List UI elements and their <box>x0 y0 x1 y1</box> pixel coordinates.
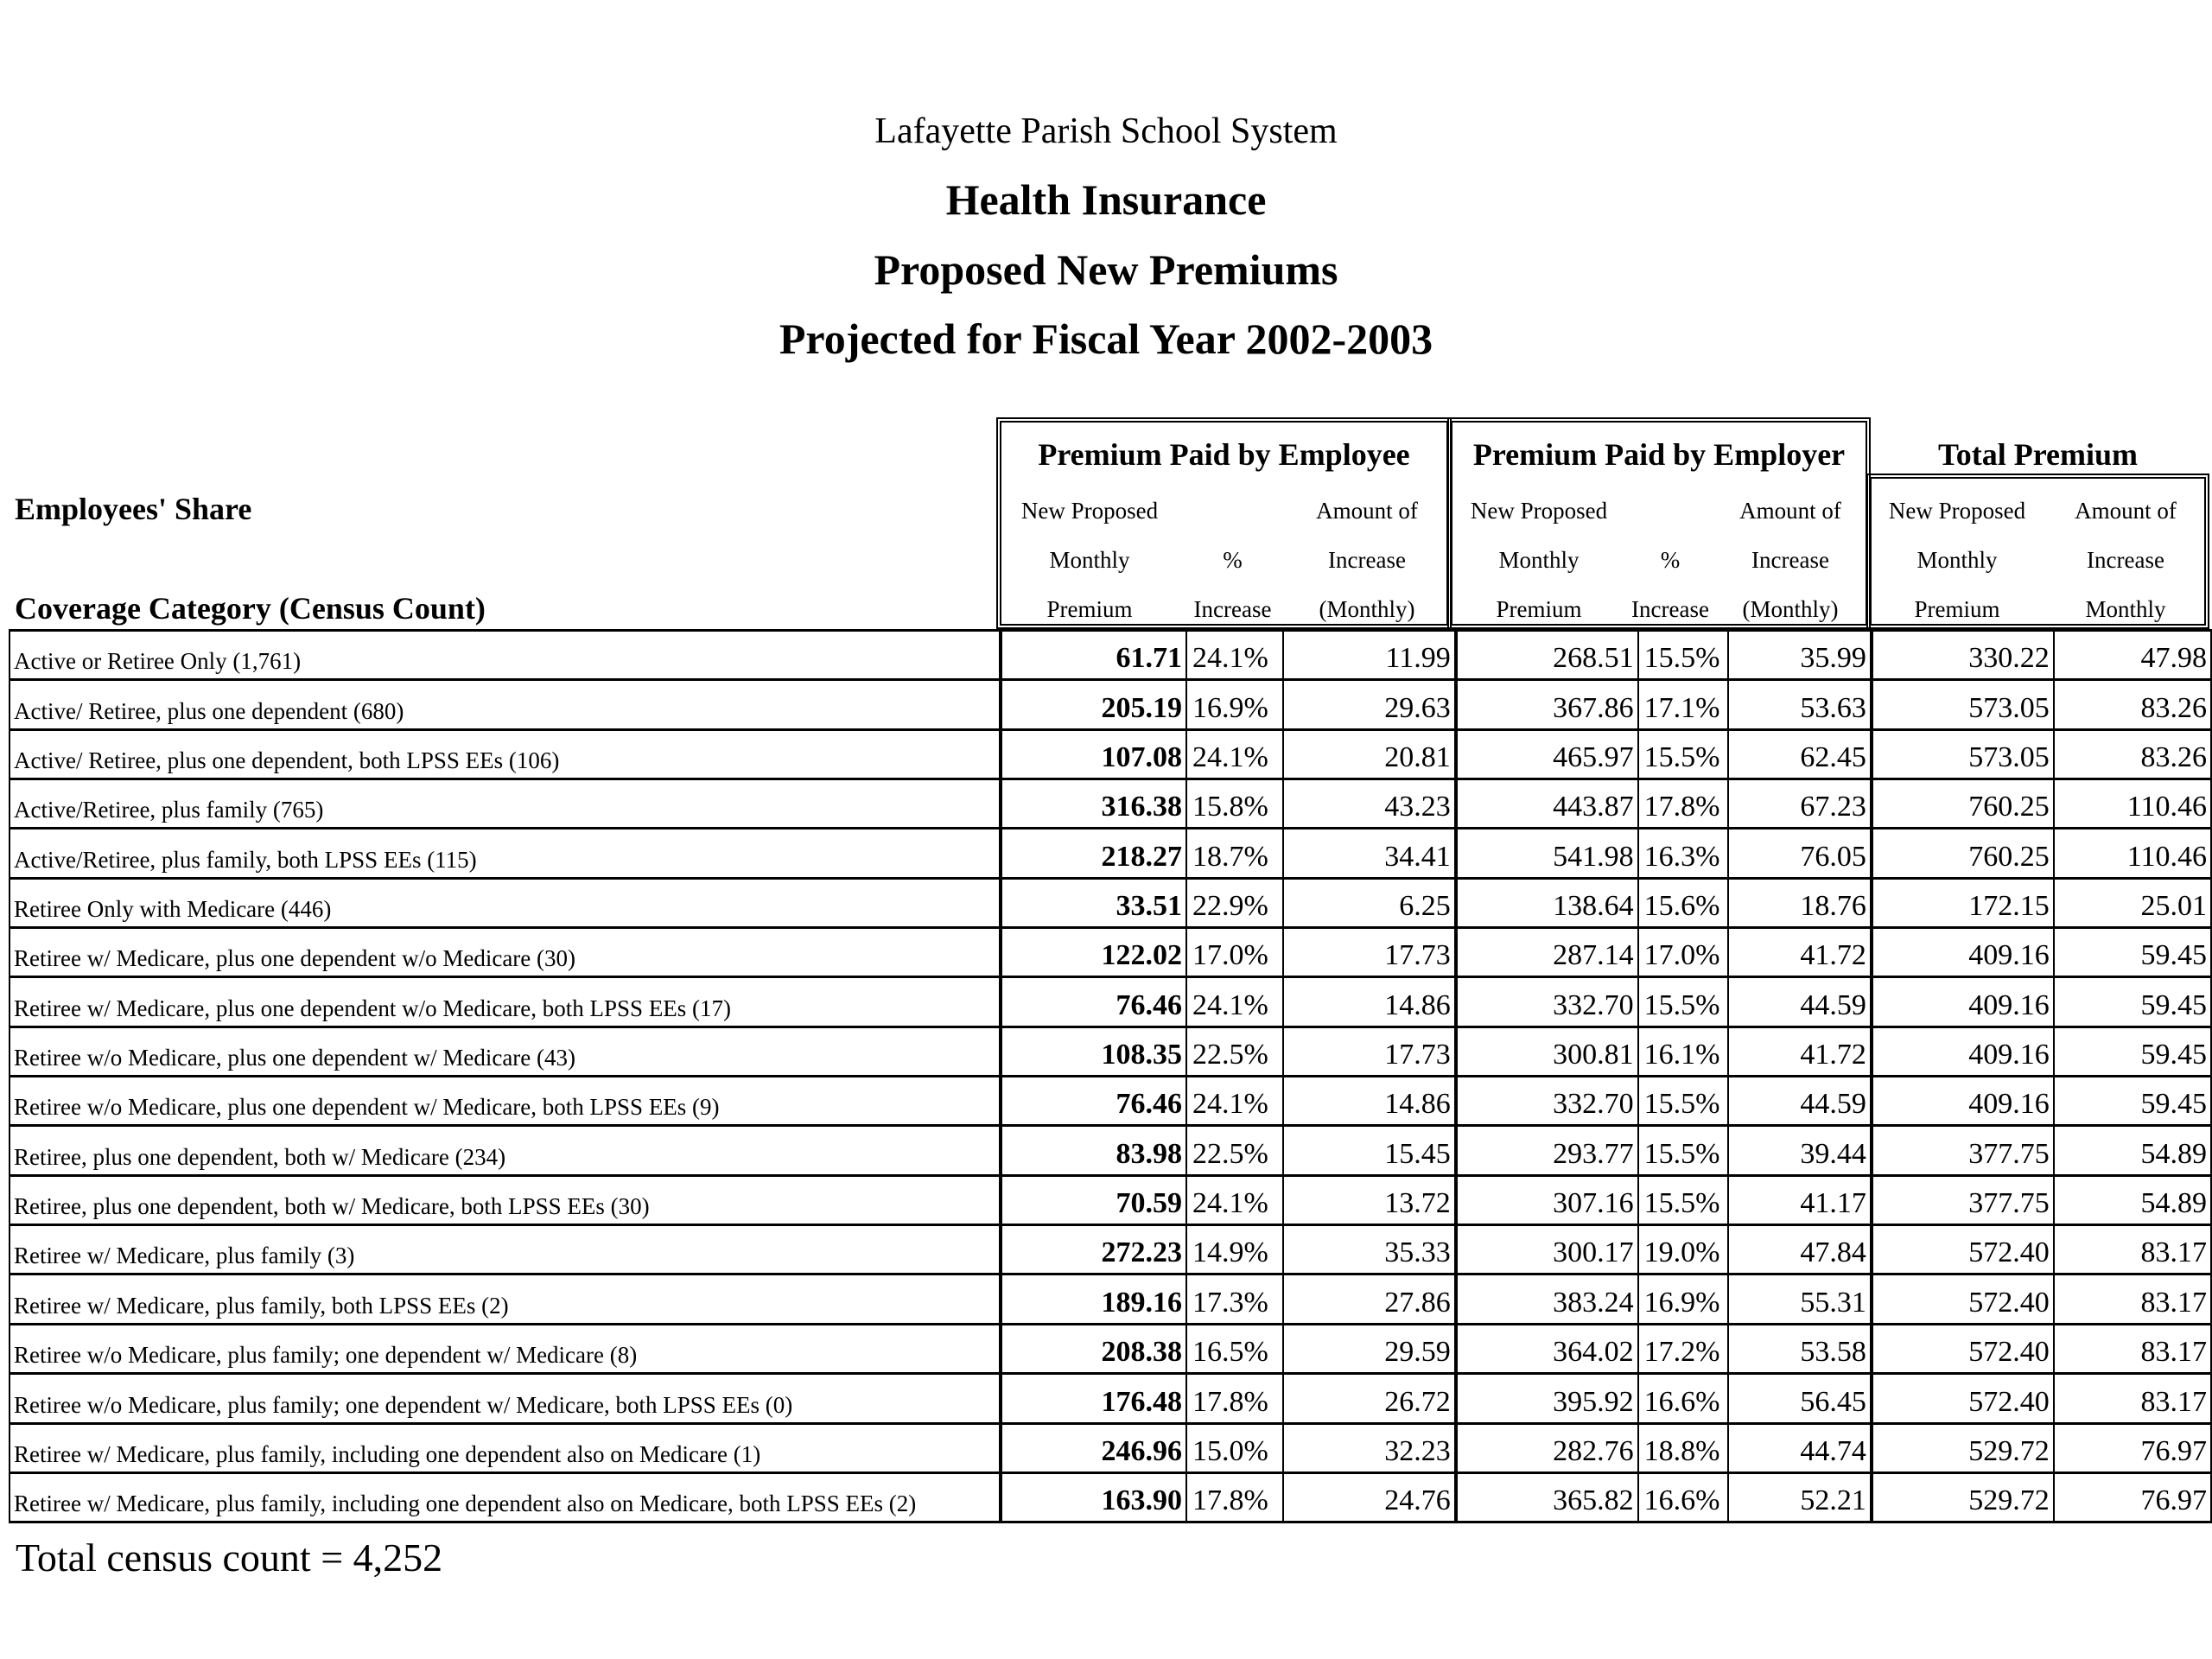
employee-amount-increase-cell: 14.86 <box>1283 1077 1456 1126</box>
total-census-count: Total census count = 4,252 <box>16 1535 443 1580</box>
total-premium-cell: 377.75 <box>1872 1175 2054 1224</box>
employee-premium-cell: 76.46 <box>1001 977 1186 1027</box>
total-premium-cell: 409.16 <box>1872 928 2054 977</box>
employer-pct-increase-cell: 15.5% <box>1638 1077 1728 1126</box>
employee-pct-increase-cell: 15.0% <box>1186 1423 1283 1472</box>
employee-pct-increase-cell: 24.1% <box>1186 977 1283 1027</box>
subheader-line: Monthly <box>1916 547 1998 573</box>
employee-pct-increase-cell: 22.9% <box>1186 878 1283 927</box>
subheader-employer-new-premium <box>1452 486 1626 634</box>
employer-premium-cell: 268.51 <box>1456 631 1638 680</box>
employer-pct-increase-cell: 15.5% <box>1638 1175 1728 1224</box>
coverage-category-cell: Active/Retiree, plus family (765) <box>10 779 1001 829</box>
employer-premium-cell: 332.70 <box>1456 1077 1638 1126</box>
employee-pct-increase-cell: 17.8% <box>1186 1374 1283 1423</box>
total-premium-cell: 409.16 <box>1872 977 2054 1027</box>
total-premium-cell: 573.05 <box>1872 729 2054 779</box>
employer-amount-increase-cell: 39.44 <box>1728 1126 1872 1175</box>
table-row <box>10 1274 2211 1324</box>
employee-premium-cell: 107.08 <box>1001 729 1186 779</box>
employer-premium-cell: 293.77 <box>1456 1126 1638 1175</box>
subheader-line: Premium <box>1496 596 1582 622</box>
employee-pct-increase-cell: 15.8% <box>1186 779 1283 829</box>
employee-premium-cell: 218.27 <box>1001 829 1186 878</box>
subheader-line: Increase <box>1631 596 1709 622</box>
total-amount-increase-cell: 59.45 <box>2054 977 2211 1027</box>
employee-pct-increase-cell: 18.7% <box>1186 829 1283 878</box>
document-subtitle: Proposed New Premiums <box>874 245 1338 294</box>
coverage-category-cell: Active/Retiree, plus family, both LPSS EEs (115) <box>10 829 1001 878</box>
subheader-line: Increase <box>1193 596 1272 622</box>
employer-premium-cell: 282.76 <box>1456 1423 1638 1472</box>
table-row <box>10 779 2211 829</box>
employer-amount-increase-cell: 44.59 <box>1728 1077 1872 1126</box>
employer-amount-increase-cell: 41.72 <box>1728 928 1872 977</box>
subheader-line: New Proposed <box>1470 498 1608 524</box>
employer-amount-increase-cell: 41.17 <box>1728 1175 1872 1224</box>
employer-amount-increase-cell: 44.74 <box>1728 1423 1872 1472</box>
employer-premium-cell: 395.92 <box>1456 1374 1638 1423</box>
employer-pct-increase-cell: 15.6% <box>1638 878 1728 927</box>
employee-pct-increase-cell: 16.9% <box>1186 680 1283 729</box>
employer-pct-increase-cell: 16.3% <box>1638 829 1728 878</box>
subheader-line: % <box>1223 547 1243 573</box>
employee-pct-increase-cell: 22.5% <box>1186 1126 1283 1175</box>
employee-premium-cell: 61.71 <box>1001 631 1186 680</box>
employer-premium-cell: 287.14 <box>1456 928 1638 977</box>
fiscal-year-heading: Projected for Fiscal Year 2002-2003 <box>779 315 1433 363</box>
total-amount-increase-cell: 76.97 <box>2054 1423 2211 1472</box>
employee-pct-increase-cell: 17.0% <box>1186 928 1283 977</box>
employee-pct-increase-cell: 24.1% <box>1186 631 1283 680</box>
subheader-employee-pct-increase <box>1179 536 1287 634</box>
total-premium-cell: 529.72 <box>1872 1472 2054 1522</box>
table-row <box>10 631 2211 680</box>
total-amount-increase-cell: 83.26 <box>2054 680 2211 729</box>
employee-premium-cell: 316.38 <box>1001 779 1186 829</box>
total-amount-increase-cell: 83.17 <box>2054 1225 2211 1274</box>
employer-pct-increase-cell: 15.5% <box>1638 631 1728 680</box>
table-row <box>10 680 2211 729</box>
employee-pct-increase-cell: 24.1% <box>1186 1175 1283 1224</box>
coverage-category-label: Coverage Category (Census Count) <box>15 591 486 626</box>
total-amount-increase-cell: 59.45 <box>2054 928 2211 977</box>
subheader-employer-amount-increase <box>1714 486 1866 634</box>
subheader-line: Increase <box>2087 547 2164 573</box>
employee-pct-increase-cell: 22.5% <box>1186 1027 1283 1076</box>
table-row <box>10 1225 2211 1274</box>
coverage-category-cell: Active/ Retiree, plus one dependent, both LPSS EEs (106) <box>10 729 1001 779</box>
total-amount-increase-cell: 59.45 <box>2054 1027 2211 1076</box>
employer-premium-cell: 365.82 <box>1456 1472 1638 1522</box>
employee-premium-cell: 108.35 <box>1001 1027 1186 1076</box>
employer-pct-increase-cell: 17.8% <box>1638 779 1728 829</box>
coverage-category-cell: Retiree, plus one dependent, both w/ Medicare, both LPSS EEs (30) <box>10 1175 1001 1224</box>
employer-amount-increase-cell: 56.45 <box>1728 1374 1872 1423</box>
total-premium-cell: 572.40 <box>1872 1225 2054 1274</box>
coverage-category-cell: Retiree w/o Medicare, plus family; one dependent w/ Medicare, both LPSS EEs (0) <box>10 1374 1001 1423</box>
employer-amount-increase-cell: 62.45 <box>1728 729 1872 779</box>
document-title: Health Insurance <box>945 175 1267 224</box>
employee-amount-increase-cell: 13.72 <box>1283 1175 1456 1224</box>
employer-amount-increase-cell: 53.63 <box>1728 680 1872 729</box>
employer-pct-increase-cell: 19.0% <box>1638 1225 1728 1274</box>
group-header-employer: Premium Paid by Employer <box>1472 437 1846 472</box>
employer-premium-cell: 307.16 <box>1456 1175 1638 1224</box>
group-header-employee: Premium Paid by Employee <box>1038 437 1410 472</box>
employee-premium-cell: 83.98 <box>1001 1126 1186 1175</box>
employee-premium-cell: 272.23 <box>1001 1225 1186 1274</box>
employer-pct-increase-cell: 16.6% <box>1638 1472 1728 1522</box>
employer-premium-cell: 138.64 <box>1456 878 1638 927</box>
employee-amount-increase-cell: 34.41 <box>1283 829 1456 878</box>
employer-amount-increase-cell: 35.99 <box>1728 631 1872 680</box>
employer-amount-increase-cell: 41.72 <box>1728 1027 1872 1076</box>
employee-premium-cell: 122.02 <box>1001 928 1186 977</box>
employer-premium-cell: 364.02 <box>1456 1324 1638 1373</box>
employee-pct-increase-cell: 24.1% <box>1186 1077 1283 1126</box>
total-amount-increase-cell: 83.17 <box>2054 1374 2211 1423</box>
employer-premium-cell: 443.87 <box>1456 779 1638 829</box>
employer-amount-increase-cell: 47.84 <box>1728 1225 1872 1274</box>
employee-premium-cell: 205.19 <box>1001 680 1186 729</box>
subheader-line: Amount of <box>1739 498 1841 524</box>
total-premium-cell: 409.16 <box>1872 1077 2054 1126</box>
coverage-category-cell: Retiree w/o Medicare, plus one dependent w/ Medicare, both LPSS EEs (9) <box>10 1077 1001 1126</box>
subheader-line: (Monthly) <box>1319 596 1415 622</box>
total-premium-cell: 172.15 <box>1872 878 2054 927</box>
employee-pct-increase-cell: 17.8% <box>1186 1472 1283 1522</box>
table-row <box>10 1472 2211 1522</box>
subheader-line: (Monthly) <box>1742 596 1839 622</box>
employee-amount-increase-cell: 17.73 <box>1283 1027 1456 1076</box>
total-premium-cell: 330.22 <box>1872 631 2054 680</box>
table-row <box>10 1027 2211 1076</box>
subheader-total-new-premium <box>1871 486 2044 634</box>
total-amount-increase-cell: 54.89 <box>2054 1175 2211 1224</box>
employee-amount-increase-cell: 27.86 <box>1283 1274 1456 1324</box>
employer-pct-increase-cell: 16.1% <box>1638 1027 1728 1076</box>
employee-amount-increase-cell: 20.81 <box>1283 729 1456 779</box>
total-amount-increase-cell: 83.17 <box>2054 1324 2211 1373</box>
total-premium-cell: 377.75 <box>1872 1126 2054 1175</box>
subheader-line: Increase <box>1751 547 1829 573</box>
total-premium-cell: 573.05 <box>1872 680 2054 729</box>
employee-premium-cell: 246.96 <box>1001 1423 1186 1472</box>
total-premium-cell: 760.25 <box>1872 779 2054 829</box>
coverage-category-cell: Retiree w/o Medicare, plus family; one dependent w/ Medicare (8) <box>10 1324 1001 1373</box>
table-row <box>10 729 2211 779</box>
employee-premium-cell: 176.48 <box>1001 1374 1186 1423</box>
coverage-category-cell: Active/ Retiree, plus one dependent (680) <box>10 680 1001 729</box>
premium-table <box>9 629 2212 1523</box>
employer-premium-cell: 332.70 <box>1456 977 1638 1027</box>
employee-pct-increase-cell: 16.5% <box>1186 1324 1283 1373</box>
employer-amount-increase-cell: 44.59 <box>1728 977 1872 1027</box>
subheader-line: Monthly <box>1049 547 1130 573</box>
total-premium-cell: 572.40 <box>1872 1374 2054 1423</box>
total-premium-cell: 572.40 <box>1872 1274 2054 1324</box>
total-amount-increase-cell: 54.89 <box>2054 1126 2211 1175</box>
employer-amount-increase-cell: 18.76 <box>1728 878 1872 927</box>
employee-amount-increase-cell: 29.59 <box>1283 1324 1456 1373</box>
employer-premium-cell: 383.24 <box>1456 1274 1638 1324</box>
total-amount-increase-cell: 110.46 <box>2054 829 2211 878</box>
total-amount-increase-cell: 83.26 <box>2054 729 2211 779</box>
subheader-line: % <box>1660 547 1681 573</box>
employee-pct-increase-cell: 17.3% <box>1186 1274 1283 1324</box>
subheader-line: Increase <box>1328 547 1406 573</box>
employee-amount-increase-cell: 29.63 <box>1283 680 1456 729</box>
employee-premium-cell: 189.16 <box>1001 1274 1186 1324</box>
group-header-total: Total Premium <box>1938 437 2138 472</box>
coverage-category-cell: Retiree w/ Medicare, plus one dependent w/o Medicare, both LPSS EEs (17) <box>10 977 1001 1027</box>
coverage-category-cell: Retiree w/ Medicare, plus one dependent w/o Medicare (30) <box>10 928 1001 977</box>
employer-amount-increase-cell: 67.23 <box>1728 779 1872 829</box>
employee-premium-cell: 70.59 <box>1001 1175 1186 1224</box>
total-amount-increase-cell: 59.45 <box>2054 1077 2211 1126</box>
subheader-line: Monthly <box>1498 547 1580 573</box>
total-premium-cell: 409.16 <box>1872 1027 2054 1076</box>
subheader-line: Monthly <box>2085 596 2166 622</box>
employee-pct-increase-cell: 24.1% <box>1186 729 1283 779</box>
employer-premium-cell: 541.98 <box>1456 829 1638 878</box>
table-row <box>10 1423 2211 1472</box>
employee-amount-increase-cell: 43.23 <box>1283 779 1456 829</box>
subheader-line: New Proposed <box>1020 498 1159 524</box>
employee-premium-cell: 208.38 <box>1001 1324 1186 1373</box>
employer-pct-increase-cell: 15.5% <box>1638 1126 1728 1175</box>
subheader-line: Amount of <box>1316 498 1418 524</box>
employer-pct-increase-cell: 16.6% <box>1638 1374 1728 1423</box>
employer-pct-increase-cell: 16.9% <box>1638 1274 1728 1324</box>
coverage-category-cell: Retiree w/ Medicare, plus family, including one dependent also on Medicare, both LPSS EEs (2) <box>10 1472 1001 1522</box>
employer-pct-increase-cell: 18.8% <box>1638 1423 1728 1472</box>
employer-premium-cell: 367.86 <box>1456 680 1638 729</box>
employee-amount-increase-cell: 14.86 <box>1283 977 1456 1027</box>
table-row <box>10 928 2211 977</box>
employee-amount-increase-cell: 17.73 <box>1283 928 1456 977</box>
coverage-category-cell: Retiree w/o Medicare, plus one dependent w/ Medicare (43) <box>10 1027 1001 1076</box>
employer-pct-increase-cell: 15.5% <box>1638 977 1728 1027</box>
total-amount-increase-cell: 47.98 <box>2054 631 2211 680</box>
employer-pct-increase-cell: 15.5% <box>1638 729 1728 779</box>
subheader-line: Premium <box>1914 596 2000 622</box>
total-amount-increase-cell: 110.46 <box>2054 779 2211 829</box>
total-amount-increase-cell: 25.01 <box>2054 878 2211 927</box>
employee-pct-increase-cell: 14.9% <box>1186 1225 1283 1274</box>
employer-premium-cell: 300.17 <box>1456 1225 1638 1274</box>
employer-amount-increase-cell: 55.31 <box>1728 1274 1872 1324</box>
coverage-category-cell: Retiree w/ Medicare, plus family, both LPSS EEs (2) <box>10 1274 1001 1324</box>
total-amount-increase-cell: 83.17 <box>2054 1274 2211 1324</box>
coverage-category-cell: Retiree Only with Medicare (446) <box>10 878 1001 927</box>
coverage-category-cell: Active or Retiree Only (1,761) <box>10 631 1001 680</box>
employer-amount-increase-cell: 76.05 <box>1728 829 1872 878</box>
total-premium-cell: 760.25 <box>1872 829 2054 878</box>
subheader-line: Premium <box>1046 596 1133 622</box>
employer-amount-increase-cell: 53.58 <box>1728 1324 1872 1373</box>
table-row <box>10 1324 2211 1373</box>
employer-pct-increase-cell: 17.0% <box>1638 928 1728 977</box>
table-row <box>10 829 2211 878</box>
total-premium-cell: 529.72 <box>1872 1423 2054 1472</box>
coverage-category-cell: Retiree, plus one dependent, both w/ Medicare (234) <box>10 1126 1001 1175</box>
coverage-category-cell: Retiree w/ Medicare, plus family (3) <box>10 1225 1001 1274</box>
subheader-line: Amount of <box>2075 498 2177 524</box>
employee-amount-increase-cell: 32.23 <box>1283 1423 1456 1472</box>
employee-premium-cell: 163.90 <box>1001 1472 1186 1522</box>
employees-share-label: Employees' Share <box>15 492 252 526</box>
employee-premium-cell: 76.46 <box>1001 1077 1186 1126</box>
employer-pct-increase-cell: 17.2% <box>1638 1324 1728 1373</box>
total-premium-cell: 572.40 <box>1872 1324 2054 1373</box>
table-row <box>10 878 2211 927</box>
subheader-total-amount-increase <box>2044 486 2208 634</box>
organization-name: Lafayette Parish School System <box>874 111 1338 151</box>
table-row <box>10 1175 2211 1224</box>
total-amount-increase-cell: 76.97 <box>2054 1472 2211 1522</box>
employer-amount-increase-cell: 52.21 <box>1728 1472 1872 1522</box>
subheader-employee-amount-increase <box>1287 486 1447 634</box>
employee-amount-increase-cell: 26.72 <box>1283 1374 1456 1423</box>
table-row <box>10 1374 2211 1423</box>
employee-amount-increase-cell: 15.45 <box>1283 1126 1456 1175</box>
employee-premium-cell: 33.51 <box>1001 878 1186 927</box>
employee-amount-increase-cell: 11.99 <box>1283 631 1456 680</box>
employee-amount-increase-cell: 6.25 <box>1283 878 1456 927</box>
employer-premium-cell: 300.81 <box>1456 1027 1638 1076</box>
table-row <box>10 1126 2211 1175</box>
table-row <box>10 1077 2211 1126</box>
table-row <box>10 977 2211 1027</box>
employer-pct-increase-cell: 17.1% <box>1638 680 1728 729</box>
employee-amount-increase-cell: 35.33 <box>1283 1225 1456 1274</box>
coverage-category-cell: Retiree w/ Medicare, plus family, including one dependent also on Medicare (1) <box>10 1423 1001 1472</box>
subheader-line: New Proposed <box>1888 498 2026 524</box>
employee-amount-increase-cell: 24.76 <box>1283 1472 1456 1522</box>
subheader-employer-pct-increase <box>1626 536 1714 634</box>
subheader-employee-new-premium <box>1001 486 1179 634</box>
employer-premium-cell: 465.97 <box>1456 729 1638 779</box>
